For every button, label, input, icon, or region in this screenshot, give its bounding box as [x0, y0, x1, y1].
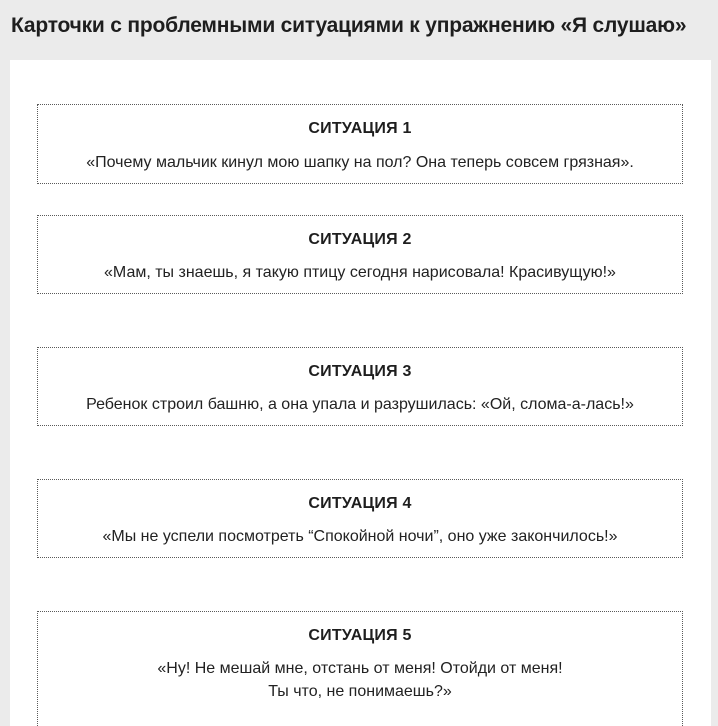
card-title: СИТУАЦИЯ 4: [308, 495, 412, 512]
card-text: «Мы не успели посмотреть “Спокойной ночи”, оно уже закончилось!»: [102, 528, 618, 545]
card-title: СИТУАЦИЯ 1: [308, 120, 412, 137]
card-title: СИТУАЦИЯ 2: [308, 231, 412, 248]
situation-card-4: [37, 479, 683, 558]
cards-panel: [10, 60, 711, 726]
page-title: Карточки с проблемными ситуациями к упражнению «Я слушаю»: [11, 14, 687, 37]
situation-card-3: [37, 347, 683, 426]
card-title: СИТУАЦИЯ 3: [308, 363, 412, 380]
situation-card-2: [37, 215, 683, 294]
card-text: «Ну! Не мешай мне, отстань от меня! Отойди от меня! Ты что, не понимаешь?»: [157, 660, 563, 700]
card-text: «Мам, ты знаешь, я такую птицу сегодня нарисовала! Красивущую!»: [104, 264, 616, 281]
situation-card-5: [37, 611, 683, 726]
card-title: СИТУАЦИЯ 5: [308, 627, 412, 644]
situation-card-1: [37, 104, 683, 184]
card-text: «Почему мальчик кинул мою шапку на пол? Она теперь совсем грязная».: [86, 154, 634, 171]
card-text: Ребенок строил башню, а она упала и разрушилась: «Ой, слома-а-лась!»: [86, 396, 634, 413]
